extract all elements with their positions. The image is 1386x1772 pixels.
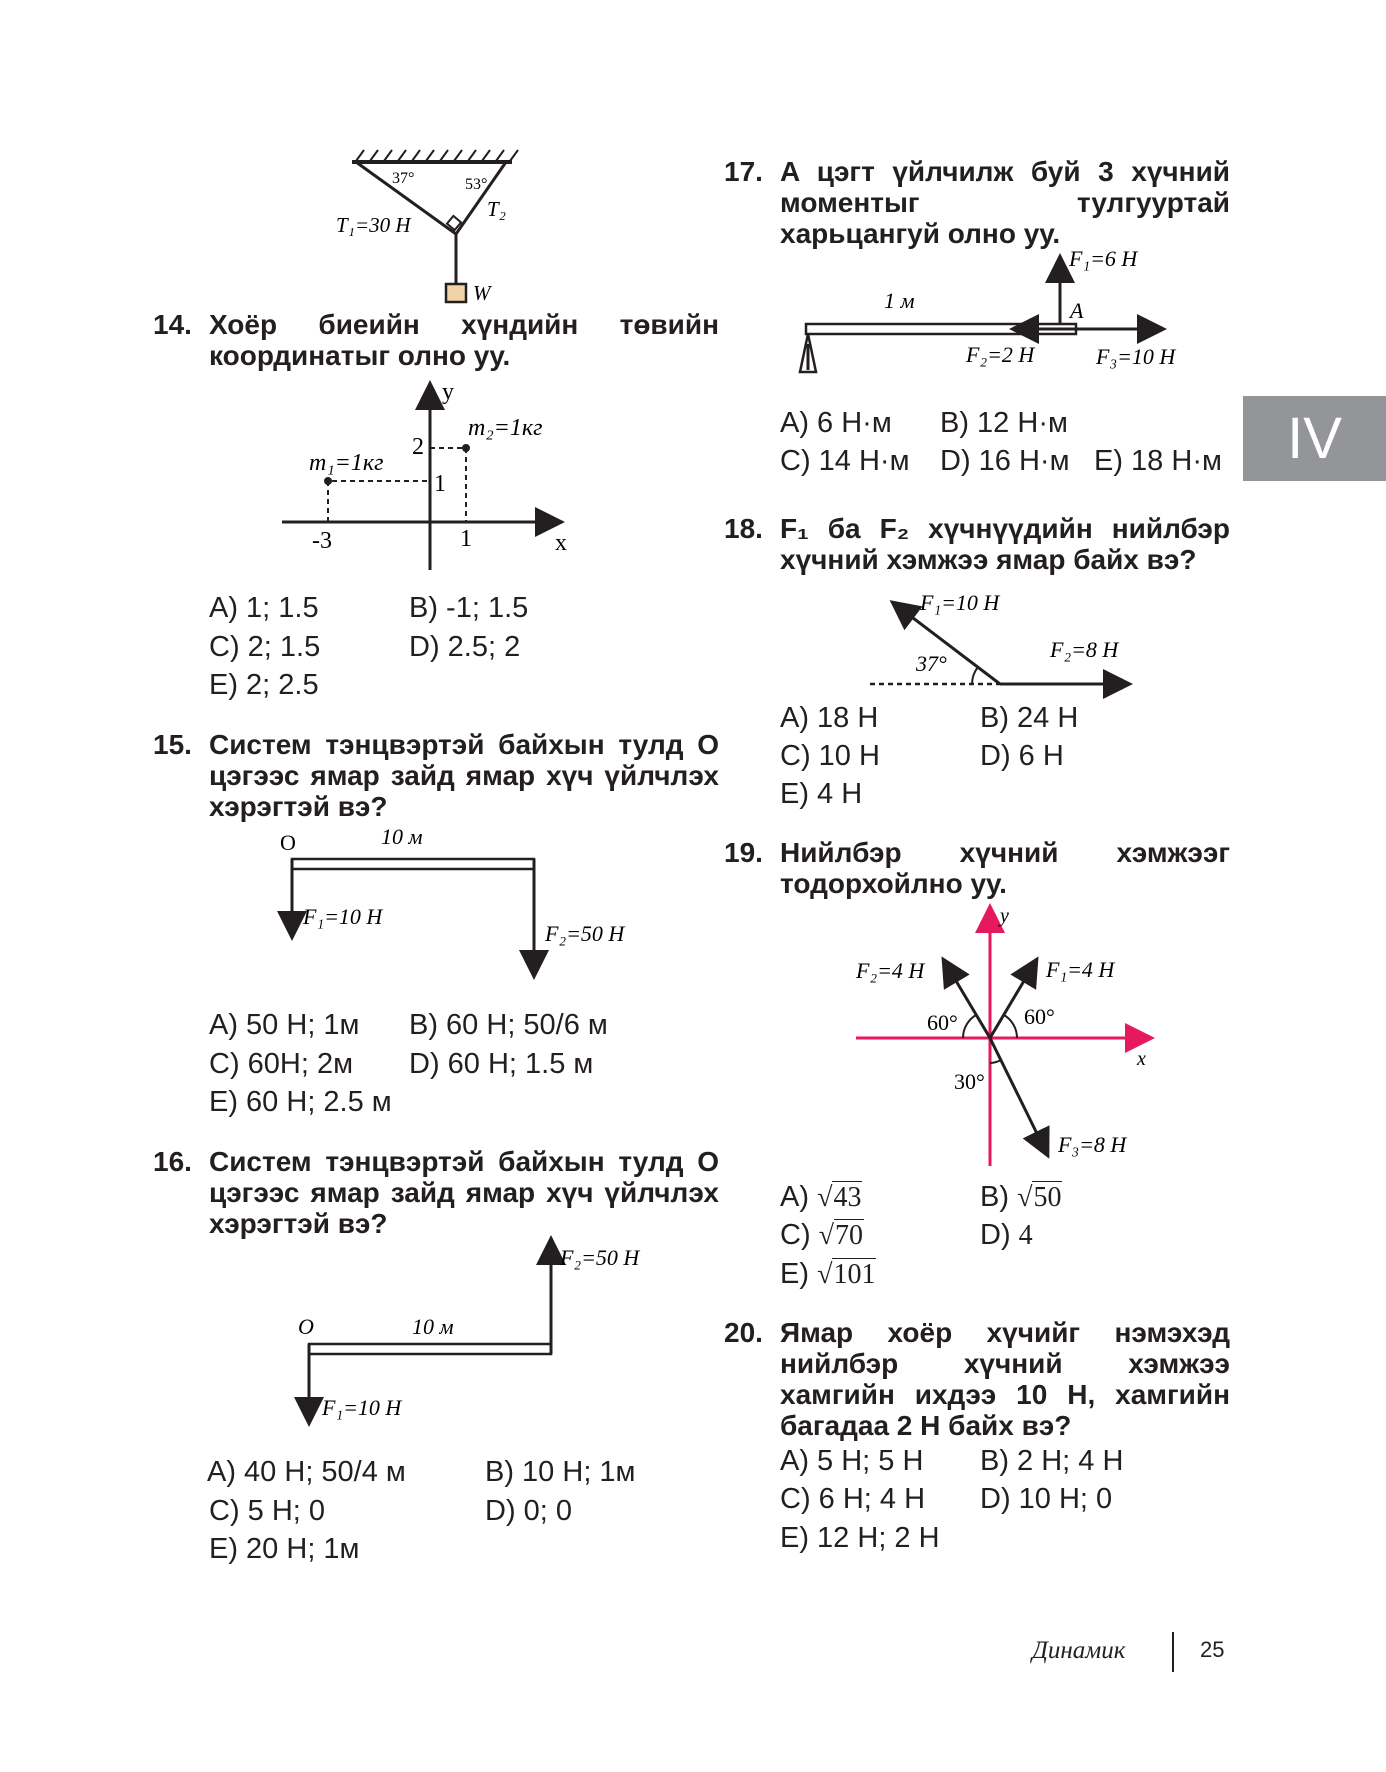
question-19 xyxy=(724,837,1230,899)
option-d[interactable]: D) 6 Н xyxy=(980,740,1064,772)
hanging-weight-figure xyxy=(330,150,530,310)
option-b[interactable]: B) 10 Н; 1м xyxy=(485,1456,636,1488)
force-f2-label: F₂=2 Н xyxy=(966,342,1035,367)
moment-figure-17 xyxy=(790,240,1200,380)
question-number: 17. xyxy=(724,156,763,187)
option-c[interactable]: C) 10 Н xyxy=(780,740,880,772)
option-letter: C) xyxy=(780,1219,811,1251)
question-number: 15. xyxy=(153,729,192,760)
option-letter: E) xyxy=(780,1258,809,1290)
force-addition-figure-18 xyxy=(860,580,1150,695)
question-text: Ямар хоёр хүчийг нэмэхэд нийлбэр хүчний хэмжээ хамгийн ихдээ 10 Н, хамгийн багадаа 2 Н байх вэ? xyxy=(780,1317,1230,1441)
radicand: 43 xyxy=(833,1182,862,1213)
lever-figure-15 xyxy=(275,820,655,995)
question-number: 16. xyxy=(153,1146,192,1177)
angle-53-label: 53° xyxy=(465,176,488,193)
point-o-label: O xyxy=(298,1314,314,1339)
force-f3-label: F₃=8 Н xyxy=(1058,1132,1127,1157)
option-a[interactable]: A) 40 Н; 50/4 м xyxy=(207,1456,406,1488)
question-18 xyxy=(724,513,1230,575)
force-f2-label: F₂=8 Н xyxy=(1050,637,1119,662)
length-label: 10 м xyxy=(412,1314,454,1339)
option-b[interactable]: B) 2 Н; 4 Н xyxy=(980,1445,1124,1477)
question-number: 14. xyxy=(153,309,192,340)
force-f1-label: F₁=6 Н xyxy=(1069,246,1138,271)
option-letter: A) xyxy=(780,1181,809,1213)
tension-t2-label: T₂ xyxy=(487,197,506,221)
mass-m2-label: m₂=1кг xyxy=(468,415,543,441)
question-text: Хоёр биеийн хүндийн төвийн координатыг олно уу. xyxy=(209,309,719,371)
option-a[interactable]: A) 50 Н; 1м xyxy=(209,1009,360,1041)
tick-y-2: 2 xyxy=(412,434,424,460)
option-d[interactable]: D) 0; 0 xyxy=(485,1495,573,1527)
option-e[interactable]: E) 4 Н xyxy=(780,778,863,810)
option-e[interactable]: E) 2; 2.5 xyxy=(209,669,319,701)
option-a[interactable]: A) 1; 1.5 xyxy=(209,592,319,624)
sqrt-value: √50 xyxy=(1017,1182,1062,1213)
lever-figure-16 xyxy=(290,1230,670,1430)
option-e[interactable]: E) 18 Н·м xyxy=(1094,445,1222,477)
question-text: F₁ ба F₂ хүчнүүдийн нийлбэр хүчний хэмжээ ямар байх вэ? xyxy=(780,513,1230,575)
radicand: 70 xyxy=(835,1220,864,1251)
angle-37-label: 37° xyxy=(392,170,415,187)
option-letter: B) xyxy=(980,1181,1009,1213)
chapter-tab: IV xyxy=(1243,396,1386,481)
length-label: 1 м xyxy=(884,288,915,313)
option-e[interactable]: E) 12 Н; 2 Н xyxy=(780,1522,940,1554)
force-f1-label: F₁=10 Н xyxy=(920,590,1000,615)
option-b[interactable]: B) 12 Н·м xyxy=(940,407,1068,439)
question-number: 19. xyxy=(724,837,763,868)
y-axis-label: y xyxy=(442,379,454,405)
question-text: Нийлбэр хүчний хэмжээг тодорхойлно уу. xyxy=(780,837,1230,899)
force-f2-label: F₂=50 Н xyxy=(560,1245,640,1270)
center-of-mass-figure xyxy=(270,375,590,575)
option-c[interactable]: C) 6 Н; 4 Н xyxy=(780,1483,926,1515)
question-number: 18. xyxy=(724,513,763,544)
force-f1-label: F₁=10 Н xyxy=(322,1395,402,1420)
force-f2-label: F₂=50 Н xyxy=(545,921,625,946)
weight-label: W xyxy=(473,281,491,305)
x-axis-label: x xyxy=(1137,1048,1146,1070)
tick-y-1: 1 xyxy=(434,471,446,497)
option-a[interactable]: A) 18 Н xyxy=(780,702,879,734)
resultant-force-figure-19 xyxy=(850,900,1170,1170)
force-f1-label: F₁=4 Н xyxy=(1046,957,1115,982)
page-number: 25 xyxy=(1200,1637,1225,1662)
tick-x-1: 1 xyxy=(460,526,472,552)
angle-60-left-label: 60° xyxy=(927,1010,958,1035)
option-d[interactable] xyxy=(980,1216,1033,1255)
sqrt-value: √70 xyxy=(818,1220,864,1251)
option-d[interactable]: D) 16 Н·м xyxy=(940,445,1070,477)
option-a[interactable] xyxy=(780,1178,862,1217)
length-label: 10 м xyxy=(381,824,423,849)
angle-37-label: 37° xyxy=(916,651,947,676)
option-e[interactable]: E) 60 Н; 2.5 м xyxy=(209,1086,392,1118)
option-d[interactable]: D) 60 Н; 1.5 м xyxy=(409,1048,594,1080)
force-f1-label: F₁=10 Н xyxy=(303,904,383,929)
option-e[interactable] xyxy=(780,1255,876,1294)
option-c[interactable]: C) 14 Н·м xyxy=(780,445,910,477)
sqrt-value: √43 xyxy=(817,1182,862,1213)
option-b[interactable]: B) -1; 1.5 xyxy=(409,592,529,624)
force-f3-label: F₃=10 Н xyxy=(1096,344,1176,369)
option-c[interactable] xyxy=(780,1216,864,1255)
question-15 xyxy=(153,729,719,822)
tick-x-minus3: -3 xyxy=(312,528,332,554)
radicand: 50 xyxy=(1033,1182,1062,1213)
question-text: Систем тэнцвэртэй байхын тулд O цэгээс ямар зайд ямар хүч үйлчлэх хэрэгтэй вэ? xyxy=(209,1146,719,1239)
y-axis-label: y xyxy=(1000,905,1009,927)
sqrt-value: √101 xyxy=(817,1259,876,1290)
option-e[interactable]: E) 20 Н; 1м xyxy=(209,1533,360,1565)
question-text: A цэгт үйлчилж буй 3 хүчний моментыг тулгууртай харьцангуй олно уу. xyxy=(780,156,1230,249)
option-a[interactable]: A) 6 Н·м xyxy=(780,407,892,439)
angle-60-right-label: 60° xyxy=(1024,1004,1055,1029)
option-value: 4 xyxy=(1018,1220,1033,1251)
question-16 xyxy=(153,1146,719,1239)
option-b[interactable] xyxy=(980,1178,1062,1217)
footer-section-title: Динамик xyxy=(1032,1637,1126,1664)
option-c[interactable]: C) 2; 1.5 xyxy=(209,631,321,663)
option-letter: D) xyxy=(980,1219,1011,1251)
question-17 xyxy=(724,156,1230,249)
point-o-label: O xyxy=(280,830,296,855)
question-14 xyxy=(153,309,719,371)
x-axis-label: x xyxy=(555,530,567,556)
angle-30-label: 30° xyxy=(954,1069,985,1094)
question-20 xyxy=(724,1317,1230,1441)
option-c[interactable]: C) 60Н; 2м xyxy=(209,1048,354,1080)
mass-m1-label: m₁=1кг xyxy=(309,450,384,476)
footer-divider xyxy=(1172,1632,1174,1672)
radicand: 101 xyxy=(833,1259,876,1290)
option-c[interactable]: C) 5 Н; 0 xyxy=(209,1495,326,1527)
tension-t1-label: T₁=30 Н xyxy=(336,213,411,237)
option-b[interactable]: B) 24 Н xyxy=(980,702,1079,734)
question-number: 20. xyxy=(724,1317,763,1348)
point-a-label: A xyxy=(1070,298,1084,323)
force-f2-label: F₂=4 Н xyxy=(856,958,925,983)
question-text: Систем тэнцвэртэй байхын тулд O цэгээс ямар зайд ямар хүч үйлчлэх хэрэгтэй вэ? xyxy=(209,729,719,822)
option-d[interactable]: D) 10 Н; 0 xyxy=(980,1483,1113,1515)
option-b[interactable]: B) 60 Н; 50/6 м xyxy=(409,1009,608,1041)
option-d[interactable]: D) 2.5; 2 xyxy=(409,631,521,663)
option-a[interactable]: A) 5 Н; 5 Н xyxy=(780,1445,924,1477)
